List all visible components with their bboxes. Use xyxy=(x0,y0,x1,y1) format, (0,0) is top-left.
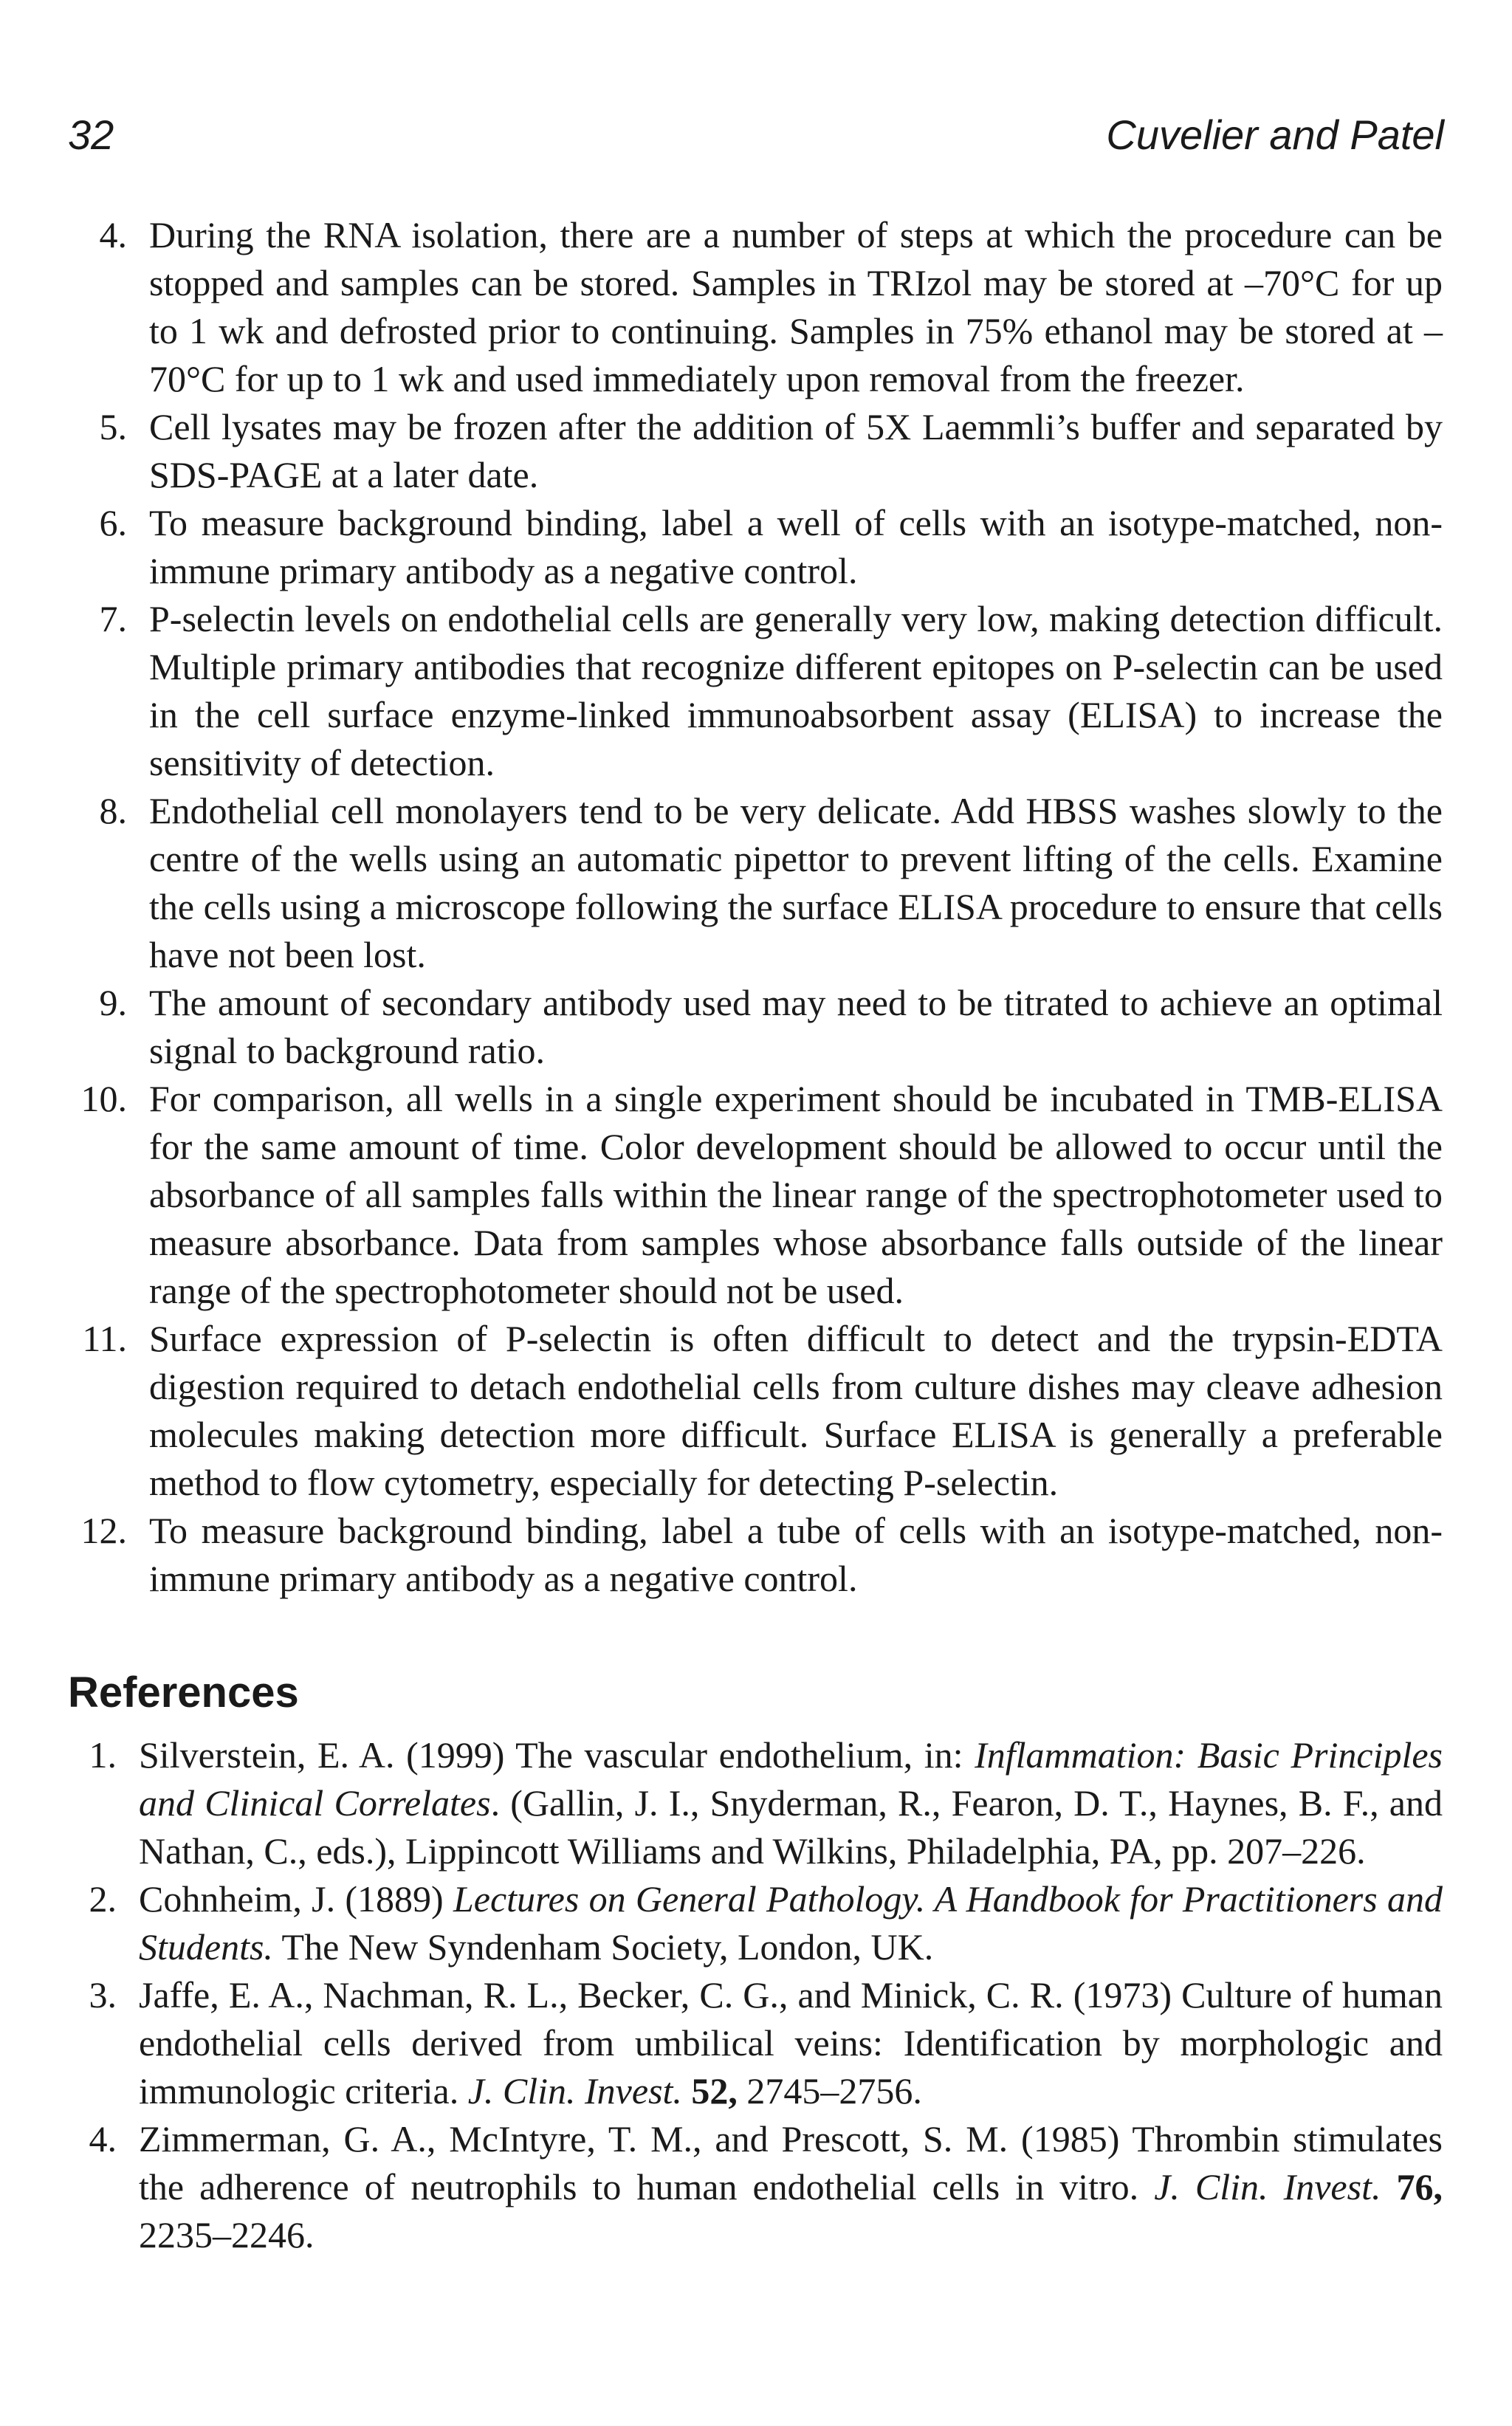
note-number: 4. xyxy=(99,214,127,255)
running-head-authors: Cuvelier and Patel xyxy=(1106,111,1444,158)
reference-number: 2. xyxy=(89,1878,117,1920)
reference-item xyxy=(89,2115,1443,2259)
note-text: The amount of secondary antibody used may need to be titrated to achieve an optimal signal to background ratio. xyxy=(149,982,1443,1071)
reference-journal: J. Clin. Invest. xyxy=(467,2070,682,2111)
reference-volume: 52, xyxy=(691,2070,738,2111)
note-number: 5. xyxy=(99,406,127,447)
note-number: 8. xyxy=(99,790,127,831)
note-item xyxy=(99,403,1443,499)
note-text: Cell lysates may be frozen after the addition of 5X Laemmli’s buffer and separated by SDS-PAGE at a later date. xyxy=(149,406,1443,495)
note-number: 11. xyxy=(82,1318,127,1359)
reference-publisher: The New Syndenham Society, London, UK. xyxy=(272,1926,934,1968)
note-item xyxy=(80,1507,1443,1603)
references-heading: References xyxy=(68,1669,299,1717)
note-number: 10. xyxy=(80,1078,127,1119)
note-text: P-selectin levels on endothelial cells are generally very low, making detection difficult. Multiple primary antibodies that recognize different epitopes on P-selectin can be used in the cell surface enzyme-linked immunoabsorbent assay (ELISA) to increase the sensitivity of detection. xyxy=(149,598,1443,783)
reference-volume: 76, xyxy=(1396,2166,1443,2207)
reference-item xyxy=(89,1875,1443,1971)
reference-book-title: Inflammation: Basic Principles and Clinical Correlates xyxy=(139,1734,1443,1824)
note-text: For comparison, all wells in a single experiment should be incubated in TMB-ELISA for the same amount of time. Color development should be allowed to occur until the absorbance of all samples falls within the linear range of the spectrophotometer used to measure absorbance. Data from samples whose absorbance falls outside of the linear range of the spectrophotometer should not be used. xyxy=(149,1078,1443,1311)
page-number: 32 xyxy=(68,111,114,158)
reference-authors-title: Jaffe, E. A., Nachman, R. L., Becker, C. G., and Minick, C. R. (1973) Culture of human endothelial cells derived from umbilical veins: Identification by morphologic and immunologic criteria. xyxy=(139,1974,1443,2111)
reference-authors: Silverstein, E. A. (1999) The vascular endothelium, in: xyxy=(139,1734,975,1776)
note-number: 6. xyxy=(99,502,127,543)
note-item xyxy=(80,1075,1443,1315)
references-list xyxy=(89,1731,1443,2259)
reference-pages: 2235–2246. xyxy=(139,2214,315,2255)
note-text: Surface expression of P-selectin is often difficult to detect and the trypsin-EDTA digestion required to detach endothelial cells from culture dishes may cleave adhesion molecules making detection more difficult. Surface ELISA is generally a preferable method to flow cytometry, especially for detecting P-selectin. xyxy=(149,1318,1443,1503)
reference-number: 3. xyxy=(89,1974,117,2016)
note-item xyxy=(99,595,1443,787)
reference-journal: J. Clin. Invest. xyxy=(1154,2166,1381,2207)
reference-pages: 2745–2756. xyxy=(737,2070,922,2111)
note-number: 7. xyxy=(99,598,127,639)
note-number: 9. xyxy=(99,982,127,1023)
note-text: To measure background binding, label a tube of cells with an isotype-matched, non-immune primary antibody as a negative control. xyxy=(149,1510,1443,1599)
reference-number: 1. xyxy=(89,1734,117,1776)
note-item xyxy=(99,979,1443,1075)
reference-number: 4. xyxy=(89,2118,117,2159)
note-item xyxy=(82,1315,1443,1507)
reference-book-title: Lectures on General Pathology. A Handbook for Practitioners and Students. xyxy=(139,1878,1443,1968)
note-item xyxy=(99,787,1443,979)
running-head xyxy=(68,111,1444,170)
reference-item xyxy=(89,1971,1443,2115)
note-item xyxy=(99,499,1443,595)
reference-authors: Cohnheim, J. (1889) xyxy=(139,1878,453,1920)
note-item xyxy=(99,211,1443,403)
note-text: Endothelial cell monolayers tend to be very delicate. Add HBSS washes slowly to the centre of the wells using an automatic pipettor to prevent lifting of the cells. Examine the cells using a microscope following the surface ELISA procedure to ensure that cells have not been lost. xyxy=(149,790,1443,975)
note-number: 12. xyxy=(80,1510,127,1551)
reference-item xyxy=(89,1731,1443,1875)
reference-publisher: . (Gallin, J. I., Snyderman, R., Fearon, D. T., Haynes, B. F., and Nathan, C., eds.), Lippincott Williams and Wilkins, Philadelphia, PA, pp. 207–226. xyxy=(139,1782,1443,1872)
notes-list xyxy=(80,211,1443,1603)
note-text: To measure background binding, label a well of cells with an isotype-matched, non-immune primary antibody as a negative control. xyxy=(149,502,1443,591)
reference-authors-title: Zimmerman, G. A., McIntyre, T. M., and Prescott, S. M. (1985) Thrombin stimulates the adherence of neutrophils to human endothelial cells in vitro. xyxy=(139,2118,1443,2207)
note-text: During the RNA isolation, there are a number of steps at which the procedure can be stopped and samples can be stored. Samples in TRIzol may be stored at –70°C for up to 1 wk and defrosted prior to continuing. Samples in 75% ethanol may be stored at –70°C for up to 1 wk and used immediately upon removal from the freezer. xyxy=(149,214,1443,399)
